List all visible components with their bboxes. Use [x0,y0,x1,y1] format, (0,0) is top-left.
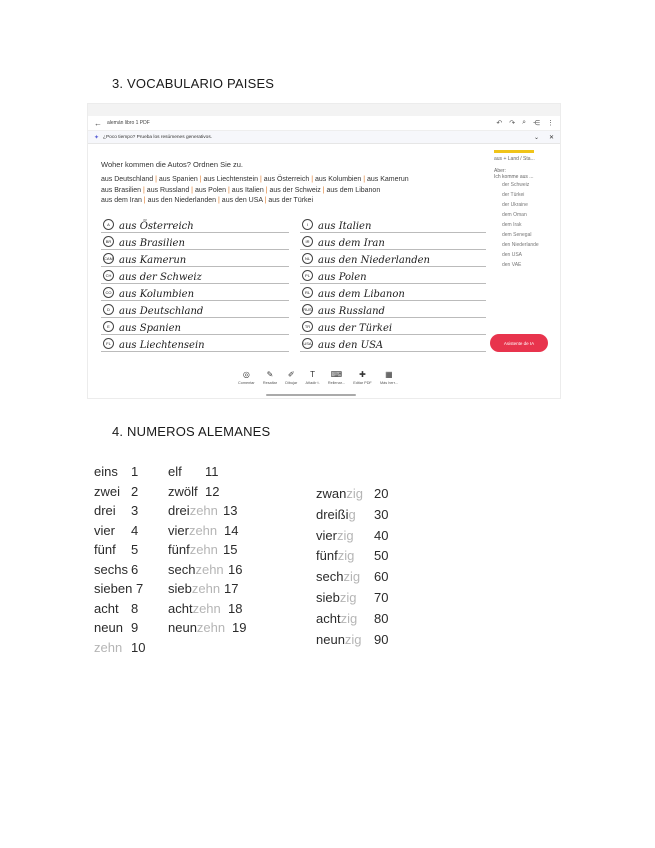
tool-label: Rellenar... [327,381,345,385]
word-suffix: zig [346,486,363,501]
banner-text: ¿Poco tiempo? Prueba los resúmenes generativos. [103,134,213,140]
german-number-word [316,632,362,647]
redo-icon: ↷ [509,120,516,127]
digit-value: 12 [205,483,220,499]
close-icon: ✕ [548,134,554,141]
separator: | [320,186,327,194]
word-item: aus dem Libanon [326,186,381,194]
bottom-tool [238,370,255,385]
tool-icon: ✎ [266,370,274,379]
word-suffix: zig [340,610,358,626]
tool-icon: T [310,370,316,379]
side-item: der Türkei [502,192,525,198]
number-row [168,464,225,484]
number-row [94,600,139,621]
tool-icon: ◎ [242,370,250,379]
digit-value: 11 [205,464,219,479]
tool-label: Más herr... [379,381,398,385]
word-item: aus Italien [231,186,264,194]
digit-value: 2 [131,483,139,499]
word-suffix: g [348,506,356,522]
tool-icon: ▦ [385,370,393,379]
german-number-word [94,601,119,616]
side-lead: Ich komme aus ... [494,174,534,180]
tool-icon: ✐ [287,370,295,379]
number-row [94,542,139,562]
digit-value: 60 [374,569,389,585]
german-number-word [168,503,218,518]
country-badge: CO [103,287,114,298]
number-row [94,522,139,543]
answer-row [101,267,289,284]
german-number-word [168,620,225,635]
digit-value: 19 [232,620,247,635]
word-stem: sieben [94,581,133,596]
handwritten-answer: aus Liechtensein [119,340,205,351]
digit-value: 1 [131,464,139,479]
number-row [316,631,389,653]
pdf-title: alemán libro 1 PDF [107,120,150,126]
pdf-toolbar [88,116,560,131]
digit-value: 18 [228,600,243,616]
german-number-word [316,486,363,501]
chevron-down-icon: ⌄ [533,134,539,141]
handwritten-answer: aus Kamerun [119,255,187,266]
handwritten-answer: aus der Schweiz [119,272,202,283]
bottom-tool [263,370,277,385]
answer-row [101,216,289,233]
word-suffix: zehn [189,503,218,518]
separator: | [361,176,367,183]
german-number-word [94,562,128,577]
handwritten-answer: aus dem Libanon [318,289,405,300]
word-stem: sieb [316,589,340,605]
digit-value: 7 [136,581,144,596]
answer-row [300,284,486,301]
word-stem: fünf [94,542,116,557]
word-stem: sech [316,569,344,585]
tool-label: Editar PDF [353,381,372,385]
number-row [168,561,243,582]
highlight-bar [494,150,534,153]
side-item: dem Senegal [502,232,532,238]
word-stem: acht [168,600,193,616]
word-suffix: zehn [192,600,221,616]
side-item: dem Irak [502,222,522,228]
word-item: aus Brasilien [101,186,142,194]
word-item: aus den Niederlanden [147,197,217,204]
word-stem: zwölf [168,483,198,499]
word-suffix: zehn [191,581,221,596]
word-stem: zwei [94,483,121,499]
word-suffix: zehn [189,542,218,557]
digit-value: 40 [374,527,389,543]
bottom-tool [380,370,398,385]
digit-value: 13 [223,503,238,518]
word-stem: fünf [168,542,190,557]
bottom-tool [306,370,320,385]
german-number-word [94,581,132,596]
separator: | [216,197,222,204]
digit-value: 20 [374,486,389,501]
word-stem: vier [316,527,337,543]
word-line [101,186,486,197]
german-number-word [168,484,198,499]
number-row [168,522,239,543]
word-suffix: zehn [195,561,224,577]
country-badge: E [103,321,114,332]
handwritten-answer: aus Deutschland [119,306,204,317]
separator: | [153,176,159,183]
number-row [316,569,389,590]
word-stem: neun [94,620,123,635]
word-stem: sech [168,561,196,577]
answer-column-left [101,216,289,352]
word-stem: fünf [316,548,338,564]
country-badge: BR [103,236,114,247]
tool-label: Resaltar [262,381,278,385]
word-item: aus Kamerun [367,176,409,183]
german-number-word [316,528,354,543]
word-suffix: zig [337,548,355,564]
word-suffix: zig [343,569,361,585]
answer-row [300,301,486,318]
word-stem: acht [316,610,341,626]
exercise-question: Woher kommen die Autos? Ordnen Sie zu. [101,160,244,169]
status-strip [88,104,560,116]
ai-assistant-button: Asistente de IA [490,334,548,352]
tool-label: Añadir t. [305,381,320,385]
word-stem: vier [168,522,189,538]
handwritten-answer: aus Kolumbien [119,289,195,300]
numbers-column-tens [316,486,389,652]
digit-value: 8 [131,600,139,616]
back-arrow-icon: ← [94,118,102,128]
word-item: aus Deutschland [101,176,154,183]
country-badge: RL [302,287,313,298]
german-number-word [168,601,221,616]
side-item: den USA [502,252,523,258]
separator: | [309,176,315,183]
separator: | [197,176,204,183]
answer-row [300,216,486,233]
side-item: der Ukraine [502,202,528,208]
word-item: aus Österreich [263,176,310,183]
german-number-word [168,523,217,538]
summary-banner [88,131,560,144]
answer-column-right [300,216,486,352]
sparkle-icon: ✦ [94,134,100,141]
section-heading-numeros: 4. NUMEROS ALEMANES [112,424,271,439]
number-row [168,484,225,504]
side-item: der Schweiz [502,182,530,188]
side-item: den Niederlande [502,242,539,248]
word-suffix: zig [336,527,354,543]
digit-value: 90 [374,631,389,647]
embedded-pdf-screenshot [87,103,561,399]
country-badge: USA [302,338,313,349]
word-item: aus Spanien [158,176,198,183]
bottom-tool-bar [238,370,398,385]
word-line [101,196,486,207]
german-number-word [316,507,356,522]
word-stem: eins [94,464,118,479]
handwritten-answer: aus Brasilien [119,238,185,249]
handwritten-answer: aus Polen [318,272,367,283]
word-stem: sechs [94,561,128,577]
country-badge: RUS [302,304,313,315]
number-row [316,548,389,569]
german-number-word [94,484,120,499]
bottom-tool [353,370,372,385]
numbers-column-11-19 [168,464,247,640]
separator: | [226,186,232,194]
word-stem: neun [168,620,197,635]
answer-row [300,233,486,250]
handwritten-answer: aus den Niederlanden [318,255,430,266]
word-stem: vier [94,522,115,538]
number-row [94,483,139,504]
number-row [316,486,389,507]
pdf-page [88,144,488,364]
tool-icon: ✚ [359,370,366,379]
handwritten-answer: aus der Türkei [318,323,393,334]
country-badge: NL [302,253,313,264]
german-number-word [168,562,224,577]
digit-value: 17 [224,581,239,596]
digit-value: 80 [374,610,389,626]
answer-row [300,335,486,352]
separator: | [263,186,270,194]
word-stem: neun [316,631,345,647]
word-suffix: zig [344,631,362,647]
answer-row [101,318,289,335]
number-row [168,542,238,562]
country-badge: A [103,219,114,230]
digit-value: 9 [131,620,139,635]
word-item: aus Polen [194,186,227,194]
number-row [168,581,239,601]
digit-value: 4 [131,522,139,538]
word-stem: drei [168,503,190,518]
german-number-word [168,464,182,479]
number-row [94,464,139,484]
word-item: aus Liechtenstein [203,176,258,183]
answer-row [101,250,289,267]
country-badge: FL [103,338,114,349]
german-number-word [94,523,115,538]
handwritten-answer: aus dem Iran [318,238,385,249]
word-item: aus der Schweiz [269,186,321,194]
german-number-word [316,611,357,626]
digit-value: 3 [131,503,139,518]
german-number-word [94,503,116,518]
digit-value: 5 [131,542,139,557]
german-number-word [94,640,122,655]
word-stem: dreißi [316,506,349,522]
answer-row [101,284,289,301]
separator: | [189,186,195,194]
word-stem: elf [168,464,182,479]
word-item: aus Kolumbien [314,176,362,183]
tool-icon: ⌨ [330,370,343,379]
number-row [316,506,389,528]
german-number-word [168,542,218,557]
german-number-word [94,542,116,557]
country-badge: IR [302,236,313,247]
word-line [101,175,486,186]
side-item: den VAE [502,262,522,268]
answer-row [101,335,289,352]
german-number-word [94,464,118,479]
country-badge: CAM [103,253,114,264]
country-badge: I [302,219,313,230]
handwritten-answer: aus Österreich [119,221,194,232]
german-number-word [168,581,220,596]
grammar-sidebar [494,144,560,270]
bottom-tool [328,370,345,385]
digit-value: 16 [228,561,243,577]
digit-value: 6 [131,561,139,577]
side-item: dem Oman [502,212,527,218]
number-row [316,610,389,632]
handwritten-answer: aus den USA [318,340,384,351]
german-number-word [94,620,123,635]
handwritten-answer: aus Italien [318,221,372,232]
section-heading-vocabulario: 3. VOCABULARIO PAISES [112,76,275,91]
word-suffix: zig [339,589,357,605]
answer-row [101,233,289,250]
german-number-word [316,569,360,584]
digit-value: 10 [131,639,146,655]
home-indicator [266,394,356,396]
number-row [168,600,243,621]
word-item: aus dem Iran [101,197,142,204]
separator: | [262,197,269,204]
word-item: aus den USA [221,197,263,204]
answer-row [300,318,486,335]
share-icon: ⋲ [533,120,540,127]
side-aber: Aber: [494,168,506,174]
country-badge: TR [302,321,313,332]
bottom-tool [285,370,297,385]
word-suffix: zehn [188,522,218,538]
german-number-word [316,548,354,563]
separator: | [258,176,264,183]
german-number-word [316,590,356,605]
country-badge: CH [103,270,114,281]
number-row [94,581,144,601]
country-badge: PL [302,270,313,281]
answer-row [101,301,289,318]
digit-value: 50 [374,548,389,564]
digit-value: 30 [374,506,389,522]
word-suffix: zehn [94,639,123,655]
number-row [168,503,238,523]
digit-value: 15 [223,542,238,557]
word-stem: zwan [316,486,347,501]
word-item: aus Russland [146,186,190,194]
word-box [101,175,486,207]
number-row [94,561,139,582]
number-row [316,589,389,611]
number-row [168,620,247,640]
word-stem: acht [94,600,119,616]
undo-icon: ↶ [496,120,503,127]
digit-value: 70 [374,589,389,605]
side-header: aus + Land / Sta... [494,156,535,162]
word-item: aus der Türkei [268,197,314,204]
answer-row [300,250,486,267]
numbers-column-1-10 [94,464,146,659]
word-stem: drei [94,503,116,518]
tool-label: Dibujar [285,381,298,385]
digit-value: 14 [224,522,239,538]
tool-label: Comentar [238,381,255,385]
number-row [94,620,139,640]
search-icon: ⌕ [522,119,526,126]
word-suffix: zehn [196,620,226,635]
more-icon: ⋮ [547,120,554,127]
number-row [316,527,389,549]
country-badge: D [103,304,114,315]
word-stem: sieb [168,581,192,596]
separator: | [141,186,147,194]
number-row [94,503,139,523]
handwritten-answer: aus Russland [318,306,385,317]
handwritten-answer: aus Spanien [119,323,181,334]
answer-row [300,267,486,284]
separator: | [141,197,148,204]
number-row [94,639,146,660]
